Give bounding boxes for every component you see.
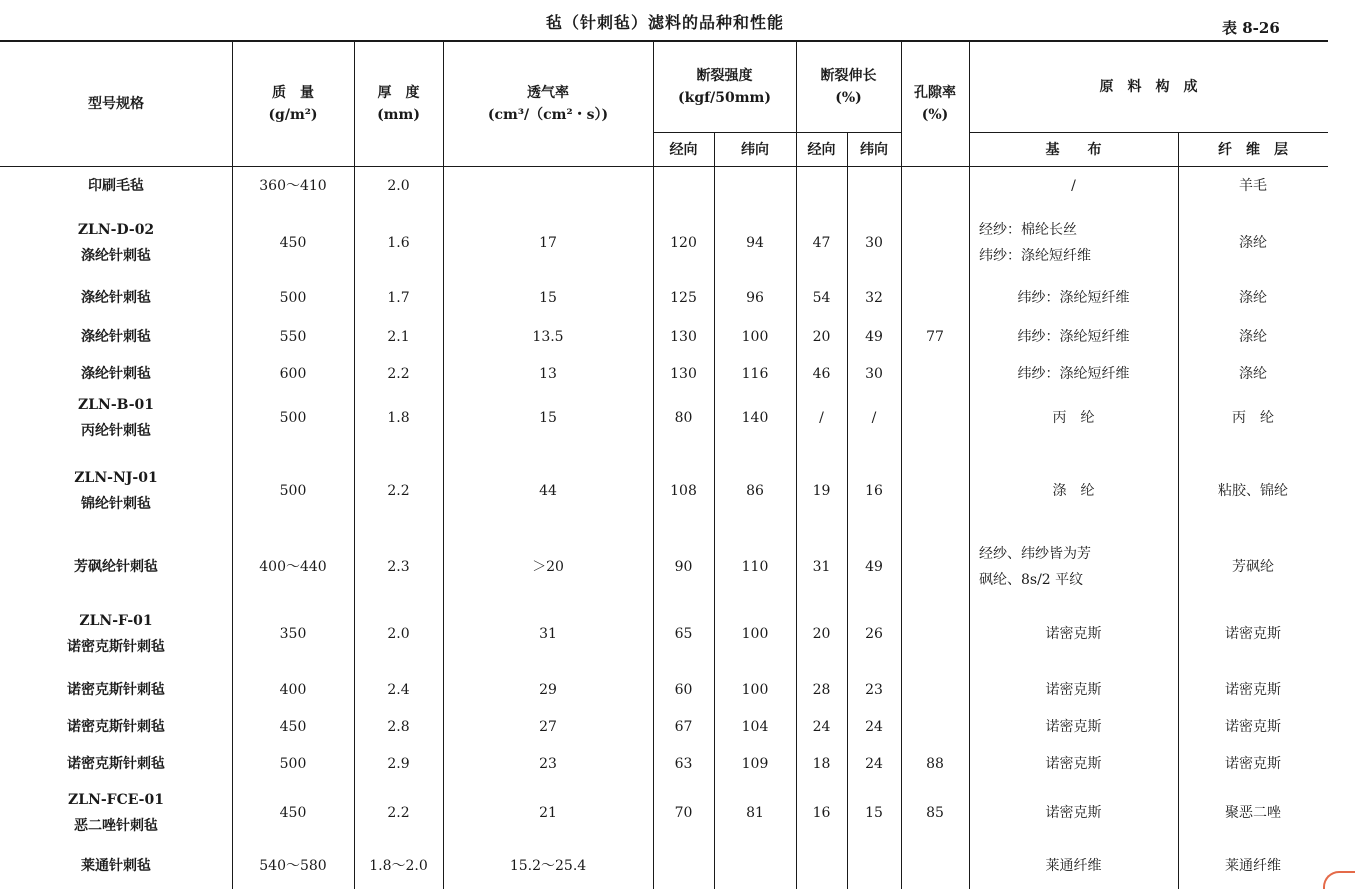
cell-porosity: 88 <box>926 756 944 772</box>
cell-fiber-layer: 诺密克斯 <box>1225 719 1281 735</box>
cell-permeability: 13 <box>539 366 557 382</box>
header-bottom-rule <box>0 166 1328 167</box>
cell-elongation-warp: 20 <box>812 626 831 642</box>
header-base-fabric: 基 布 <box>1045 141 1102 158</box>
cell-elongation-weft: 24 <box>865 756 883 772</box>
cell-thickness: 2.2 <box>387 483 410 499</box>
cell-model: 涤纶针刺毡 <box>81 290 151 306</box>
header-permeability: 透气率 (cm³/（cm²・s）) <box>487 85 609 123</box>
cell-model: 诺密克斯针刺毡 <box>67 756 165 772</box>
cell-fiber-layer: 聚恶二唑 <box>1225 805 1281 821</box>
cell-strength-weft: 104 <box>741 719 769 735</box>
cell-thickness: 2.2 <box>387 366 410 382</box>
cell-strength-warp: 70 <box>674 805 693 821</box>
cell-base-fabric: 纬纱：涤纶短纤维 <box>1017 329 1130 345</box>
cell-fiber-layer: 莱通纤维 <box>1225 858 1281 874</box>
cell-porosity: 85 <box>926 805 944 821</box>
cell-permeability: 29 <box>539 682 557 698</box>
header-mass: 质 量 (g/m²) <box>268 85 318 123</box>
cell-thickness: 1.7 <box>387 290 410 306</box>
cell-strength-weft: 140 <box>741 410 769 426</box>
cell-base-fabric: 经纱：棉纶长丝 纬纱：涤纶短纤维 <box>979 222 1091 264</box>
cell-elongation-weft: 24 <box>865 719 883 735</box>
cell-elongation-warp: 24 <box>812 719 831 735</box>
header-subrule <box>653 132 901 133</box>
cell-permeability: 21 <box>539 805 557 821</box>
cell-thickness: 2.0 <box>387 178 410 194</box>
cell-mass: 500 <box>279 756 307 772</box>
cell-elongation-weft: 23 <box>865 682 883 698</box>
cell-permeability: 23 <box>539 756 557 772</box>
cell-strength-weft: 110 <box>741 559 769 575</box>
cell-strength-warp: 67 <box>674 719 693 735</box>
cell-fiber-layer: 涤纶 <box>1239 290 1267 306</box>
cell-fiber-layer: 涤纶 <box>1239 235 1267 251</box>
cell-mass: 450 <box>279 805 307 821</box>
cell-strength-weft: 96 <box>746 290 764 306</box>
cell-mass: 500 <box>279 290 307 306</box>
cell-base-fabric: 纬纱：涤纶短纤维 <box>1017 366 1130 382</box>
cell-strength-weft: 86 <box>746 483 764 499</box>
header-porosity: 孔隙率 (%) <box>914 85 956 123</box>
header-subrule-composition <box>969 132 1328 133</box>
cell-thickness: 2.0 <box>387 626 410 642</box>
cell-base-fabric: 诺密克斯 <box>1045 756 1102 772</box>
cell-mass: 500 <box>279 483 307 499</box>
cell-elongation-warp: 31 <box>812 559 831 575</box>
cell-permeability <box>443 169 653 203</box>
table-title: 毡（针刺毡）滤料的品种和性能 <box>545 13 784 32</box>
cell-strength-warp: 65 <box>674 626 693 642</box>
cell-fiber-layer: 涤纶 <box>1239 366 1267 382</box>
cell-strength-weft: 116 <box>741 366 769 382</box>
cell-elongation-warp <box>796 169 847 203</box>
cell-thickness: 2.4 <box>387 682 410 698</box>
cell-porosity <box>901 395 969 441</box>
cell-fiber-layer: 诺密克斯 <box>1225 682 1281 698</box>
cell-model: ZLN-B-01 丙纶针刺毡 <box>77 397 155 439</box>
cell-fiber-layer: 粘胶、锦纶 <box>1218 483 1288 499</box>
header-strength-weft: 纬向 <box>741 141 769 158</box>
header-strength-warp: 经向 <box>669 141 698 158</box>
cell-strength-warp <box>653 846 714 886</box>
cell-thickness: 1.8～2.0 <box>369 858 428 874</box>
cell-model: 印刷毛毡 <box>88 178 144 194</box>
cell-model: 莱通针刺毡 <box>81 858 151 874</box>
cell-thickness: 2.1 <box>387 329 410 345</box>
cell-model: ZLN-D-02 涤纶针刺毡 <box>77 222 155 264</box>
cell-elongation-warp <box>796 846 847 886</box>
cell-elongation-warp: 18 <box>812 756 831 772</box>
cell-elongation-weft: 49 <box>865 329 883 345</box>
cell-strength-weft: 100 <box>741 682 769 698</box>
cell-strength-weft: 81 <box>746 805 764 821</box>
cell-model: 芳砜纶针刺毡 <box>74 559 158 575</box>
cell-model: ZLN-NJ-01 锦纶针刺毡 <box>74 470 158 512</box>
cell-model: 诺密克斯针刺毡 <box>67 719 165 735</box>
cell-fiber-layer: 羊毛 <box>1239 178 1267 194</box>
cell-fiber-layer: 芳砜纶 <box>1232 559 1274 575</box>
cell-strength-warp: 60 <box>674 682 693 698</box>
cell-thickness: 2.3 <box>387 559 410 575</box>
cell-strength-warp: 90 <box>674 559 693 575</box>
cell-permeability: 44 <box>539 483 557 499</box>
header-elongation: 断裂伸长 (%) <box>820 68 877 106</box>
cell-elongation-weft: 15 <box>865 805 883 821</box>
cell-model: 涤纶针刺毡 <box>81 329 151 345</box>
cell-model: ZLN-F-01 诺密克斯针刺毡 <box>67 613 165 655</box>
cell-mass: 450 <box>279 235 307 251</box>
header-model: 型号规格 <box>88 96 144 112</box>
cell-permeability: 31 <box>539 626 557 642</box>
cell-elongation-warp: 16 <box>812 805 831 821</box>
cell-mass: 450 <box>279 719 307 735</box>
cell-fiber-layer: 丙 纶 <box>1232 410 1274 426</box>
cell-thickness: 2.8 <box>387 719 410 735</box>
header-strength: 断裂强度 (kgf/50mm) <box>678 68 771 106</box>
cell-base-fabric: 诺密克斯 <box>1045 682 1102 698</box>
cell-elongation-weft: 32 <box>865 290 883 306</box>
cell-strength-weft <box>714 846 796 886</box>
cell-base-fabric: / <box>1071 178 1076 194</box>
cell-mass: 400～440 <box>259 559 327 575</box>
cell-base-fabric: 诺密克斯 <box>1045 719 1102 735</box>
cell-porosity <box>901 673 969 707</box>
header-elongation-weft: 纬向 <box>860 141 888 158</box>
header-thickness: 厚 度 (mm) <box>377 85 420 123</box>
cell-porosity <box>901 536 969 598</box>
cell-porosity <box>901 605 969 663</box>
cell-elongation-warp: 28 <box>812 682 831 698</box>
cell-fiber-layer: 诺密克斯 <box>1225 756 1281 772</box>
cell-strength-weft: 100 <box>741 626 769 642</box>
cell-permeability: 15 <box>539 290 557 306</box>
cell-strength-weft: 94 <box>746 235 764 251</box>
cell-thickness: 1.8 <box>387 410 410 426</box>
cell-porosity <box>901 169 969 203</box>
cell-porosity: 77 <box>926 329 944 345</box>
cell-thickness: 2.2 <box>387 805 410 821</box>
cell-permeability: ＞20 <box>532 559 564 575</box>
cell-elongation-weft: 30 <box>865 235 883 251</box>
header-elongation-warp: 经向 <box>807 141 836 158</box>
cell-fiber-layer: 诺密克斯 <box>1225 626 1281 642</box>
cell-base-fabric: 涤 纶 <box>1052 483 1095 499</box>
cell-strength-warp: 108 <box>670 483 697 499</box>
cell-mass: 360～410 <box>259 178 327 194</box>
cell-base-fabric: 经纱、纬纱皆为芳 砜纶、8s/2 平纹 <box>979 546 1091 588</box>
cell-model: ZLN-FCE-01 恶二唑针刺毡 <box>68 792 164 834</box>
table-number: 表 8-26 <box>1222 19 1280 37</box>
cell-strength-warp: 125 <box>670 290 697 306</box>
cell-model: 涤纶针刺毡 <box>81 366 151 382</box>
cell-mass: 500 <box>279 410 307 426</box>
cell-model: 诺密克斯针刺毡 <box>67 682 165 698</box>
cell-porosity <box>901 356 969 392</box>
cell-elongation-weft: / <box>871 410 877 426</box>
cell-thickness: 1.6 <box>387 235 410 251</box>
cell-elongation-warp: 46 <box>812 366 831 382</box>
cell-strength-weft: 109 <box>741 756 769 772</box>
cell-mass: 600 <box>279 366 307 382</box>
cell-strength-warp: 120 <box>670 235 697 251</box>
cell-strength-warp <box>653 169 714 203</box>
cell-permeability: 15 <box>539 410 557 426</box>
cell-mass: 540～580 <box>259 858 327 874</box>
cell-elongation-warp: 20 <box>812 329 831 345</box>
cell-strength-warp: 63 <box>674 756 693 772</box>
cell-mass: 400 <box>279 682 307 698</box>
cell-porosity <box>901 280 969 316</box>
cell-permeability: 13.5 <box>532 329 564 345</box>
cell-elongation-warp: 47 <box>812 235 831 251</box>
cell-elongation-warp: 54 <box>812 290 831 306</box>
cell-elongation-weft: 26 <box>865 626 883 642</box>
cell-mass: 550 <box>279 329 307 345</box>
cell-base-fabric: 莱通纤维 <box>1045 858 1102 874</box>
cell-elongation-warp: / <box>819 410 824 426</box>
cell-porosity <box>901 212 969 274</box>
cell-base-fabric: 纬纱：涤纶短纤维 <box>1017 290 1130 306</box>
cell-porosity <box>901 710 969 744</box>
header-composition: 原 料 构 成 <box>1099 79 1198 95</box>
page-corner-mark <box>1323 871 1355 889</box>
cell-permeability: 15.2～25.4 <box>509 858 587 874</box>
cell-base-fabric: 诺密克斯 <box>1045 805 1102 821</box>
cell-thickness: 2.9 <box>387 756 410 772</box>
cell-porosity <box>901 460 969 522</box>
cell-mass: 350 <box>279 626 307 642</box>
cell-elongation-weft: 16 <box>865 483 883 499</box>
cell-elongation-weft: 30 <box>865 366 883 382</box>
cell-base-fabric: 丙 纶 <box>1052 410 1095 426</box>
cell-fiber-layer: 涤纶 <box>1239 329 1267 345</box>
cell-porosity <box>901 846 969 886</box>
cell-elongation-warp: 19 <box>812 483 831 499</box>
cell-strength-warp: 130 <box>670 329 697 345</box>
cell-strength-weft <box>714 169 796 203</box>
cell-strength-warp: 80 <box>674 410 693 426</box>
cell-strength-warp: 130 <box>670 366 697 382</box>
cell-elongation-weft: 49 <box>865 559 883 575</box>
cell-elongation-weft <box>847 169 901 203</box>
header-fiber-layer: 纤 维 层 <box>1218 141 1288 158</box>
cell-strength-weft: 100 <box>741 329 769 345</box>
cell-permeability: 17 <box>539 235 557 251</box>
cell-permeability: 27 <box>539 719 557 735</box>
cell-elongation-weft <box>847 846 901 886</box>
cell-base-fabric: 诺密克斯 <box>1045 626 1102 642</box>
